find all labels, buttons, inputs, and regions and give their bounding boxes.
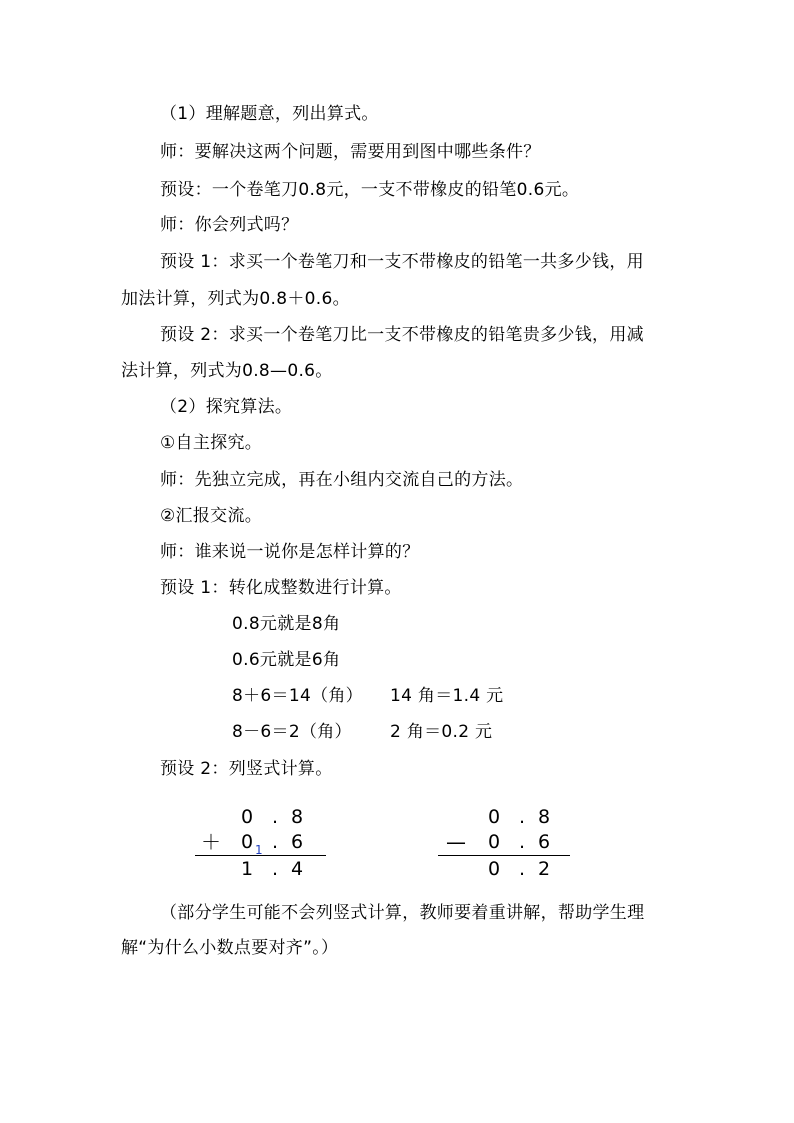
teacher-line: 师：谁来说一说你是怎样计算的？ <box>160 542 420 562</box>
preset-continuation: 法计算，列式为0.8—0.6。 <box>121 361 333 381</box>
subtraction-bottom-row <box>438 831 573 853</box>
conversion-line: 0.8元就是8角 <box>232 614 341 634</box>
preset-line: 预设 1：转化成整数进行计算。 <box>160 578 402 598</box>
teacher-line: 师：先独立完成，再在小组内交流自己的方法。 <box>160 470 524 490</box>
conversion-line: 8－6＝2（角） <box>232 722 352 742</box>
conversion-line: 0.6元就是6角 <box>232 650 341 670</box>
conversion-line: 2 角＝0.2 元 <box>390 722 493 742</box>
section-heading-1: （1）理解题意，列出算式。 <box>160 104 379 124</box>
decimal-point: . <box>271 806 279 828</box>
subtraction-top-row <box>438 806 573 828</box>
subtraction-result-row <box>438 858 573 880</box>
digit: 2 <box>537 858 551 880</box>
digit: 6 <box>537 831 551 853</box>
conversion-line: 14 角＝1.4 元 <box>390 686 504 706</box>
digit: 1 <box>240 858 254 880</box>
note-line: （部分学生可能不会列竖式计算，教师要着重讲解，帮助学生理 <box>160 903 645 923</box>
digit: 0 <box>487 831 501 853</box>
digit: 0 <box>487 858 501 880</box>
decimal-point: . <box>271 858 279 880</box>
teacher-line: 师：要解决这两个问题，需要用到图中哪些条件？ <box>160 142 541 162</box>
vertical-subtraction <box>438 806 573 882</box>
preset-line: 预设 1：求买一个卷笔刀和一支不带橡皮的铅笔一共多少钱，用 <box>160 252 644 272</box>
preset-line: 预设 2：求买一个卷笔刀比一支不带橡皮的铅笔贵多少钱，用减 <box>160 325 644 345</box>
preset-line: 预设 2：列竖式计算。 <box>160 759 333 779</box>
vertical-addition <box>195 806 330 882</box>
plus-operator: ＋ <box>201 830 221 854</box>
teacher-line: 师：你会列式吗？ <box>160 215 299 235</box>
decimal-point: . <box>271 831 279 853</box>
section-heading-2: （2）探究算法。 <box>160 397 293 417</box>
note-continuation: 解“为什么小数点要对齐”。） <box>121 938 339 958</box>
digit: 0 <box>240 806 254 828</box>
step-line: ②汇报交流。 <box>160 506 263 526</box>
conversion-line: 8＋6＝14（角） <box>232 686 363 706</box>
difference-line <box>438 855 570 856</box>
digit: 0 <box>487 806 501 828</box>
sum-line <box>195 855 326 856</box>
digit: 4 <box>290 858 304 880</box>
minus-operator: — <box>446 830 466 854</box>
carry-mark: 1 <box>255 843 263 857</box>
addition-top-row <box>195 806 330 828</box>
decimal-point: . <box>518 831 526 853</box>
step-line: ①自主探究。 <box>160 433 263 453</box>
preset-line: 预设：一个卷笔刀0.8元，一支不带橡皮的铅笔0.6元。 <box>160 180 580 200</box>
preset-continuation: 加法计算，列式为0.8＋0.6。 <box>121 289 350 309</box>
digit: 8 <box>290 806 304 828</box>
addition-bottom-row <box>195 830 330 857</box>
addition-result-row <box>195 858 330 880</box>
digit: 6 <box>290 831 304 853</box>
decimal-point: . <box>518 858 526 880</box>
digit: 0 <box>240 831 254 853</box>
digit: 8 <box>537 806 551 828</box>
decimal-point: . <box>518 806 526 828</box>
